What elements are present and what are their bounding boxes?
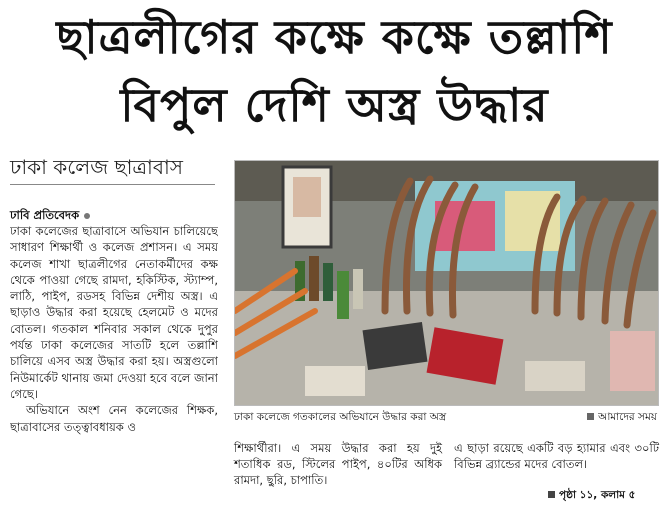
section-divider [10, 184, 215, 185]
article-paragraph-1: ঢাকা কলেজের ছাত্রাবাসে অভিযান চালিয়েছে সাধারণ শিক্ষার্থী ও কলেজ প্রশাসন। এ সময় কলেজ শাখা ছাত্রলীগের নেতাকর্মীদের কক্ষ থেকে পাওয়া গেছে রামদা, হকিস্টিক, স্ট্যাম্প, লাঠি, পাইপ, রডসহ বিভিন্ন দেশীয় অস্ত্র। এ ছাড়াও উদ্ধার করা হয়েছে হেলমেট ও মদের বোতল। গতকাল শনিবার সকাল থেকে দুপুর পর্যন্ত ঢাকা কলেজের সাতটি হলে তল্লাশি চালিয়ে এসব অস্ত্র উদ্ধার করা হয়। অস্ত্রগুলো নিউমার্কেট থানায় জমা দেওয়া হবে বলে জানা গেছে। [10, 224, 218, 401]
weapons-photo-illustration [235, 161, 658, 405]
photo-credit-text: আমাদের সময় [598, 411, 657, 423]
continuation-text: পৃষ্ঠা ১১, কলাম ৫ [559, 489, 636, 501]
news-photo [234, 160, 659, 406]
article-column-3: এ ছাড়া রয়েছে একটি বড় হ্যামার এবং ৩০টি বিভিন্ন ব্র্যান্ডের মদের বোতল। [454, 441, 659, 471]
photo-caption-row [234, 410, 657, 427]
headline-line-1: ছাত্রলীগের কক্ষে কক্ষে তল্লাশি [56, 10, 613, 64]
photo-caption: ঢাকা কলেজে গতকালের অভিযানে উদ্ধার করা অস্ত্র [234, 411, 447, 423]
article-column-2: শিক্ষার্থীরা। এ সময় উদ্ধার করা হয় দুই শতাধিক রড, স্টিলের পাইপ, ৪০টির অধিক রামদা, ছুরি, চাপাতি। [234, 441, 442, 487]
square-bullet-icon [548, 491, 555, 498]
square-bullet-icon [587, 413, 594, 420]
byline-text: ঢাবি প্রতিবেদক [10, 208, 80, 222]
section-label: ঢাকা কলেজ ছাত্রাবাস [10, 155, 184, 179]
continuation-note [548, 488, 635, 505]
article-column-1 [10, 223, 218, 503]
bullet-icon [84, 213, 90, 219]
article-paragraph-2: অভিযানে অংশ নেন কলেজের শিক্ষক, ছাত্রাবাসের তত্ত্বাবধায়ক ও [10, 403, 218, 434]
headline-line-2: বিপুল দেশি অস্ত্র উদ্ধার [120, 78, 549, 132]
photo-credit [587, 410, 657, 427]
